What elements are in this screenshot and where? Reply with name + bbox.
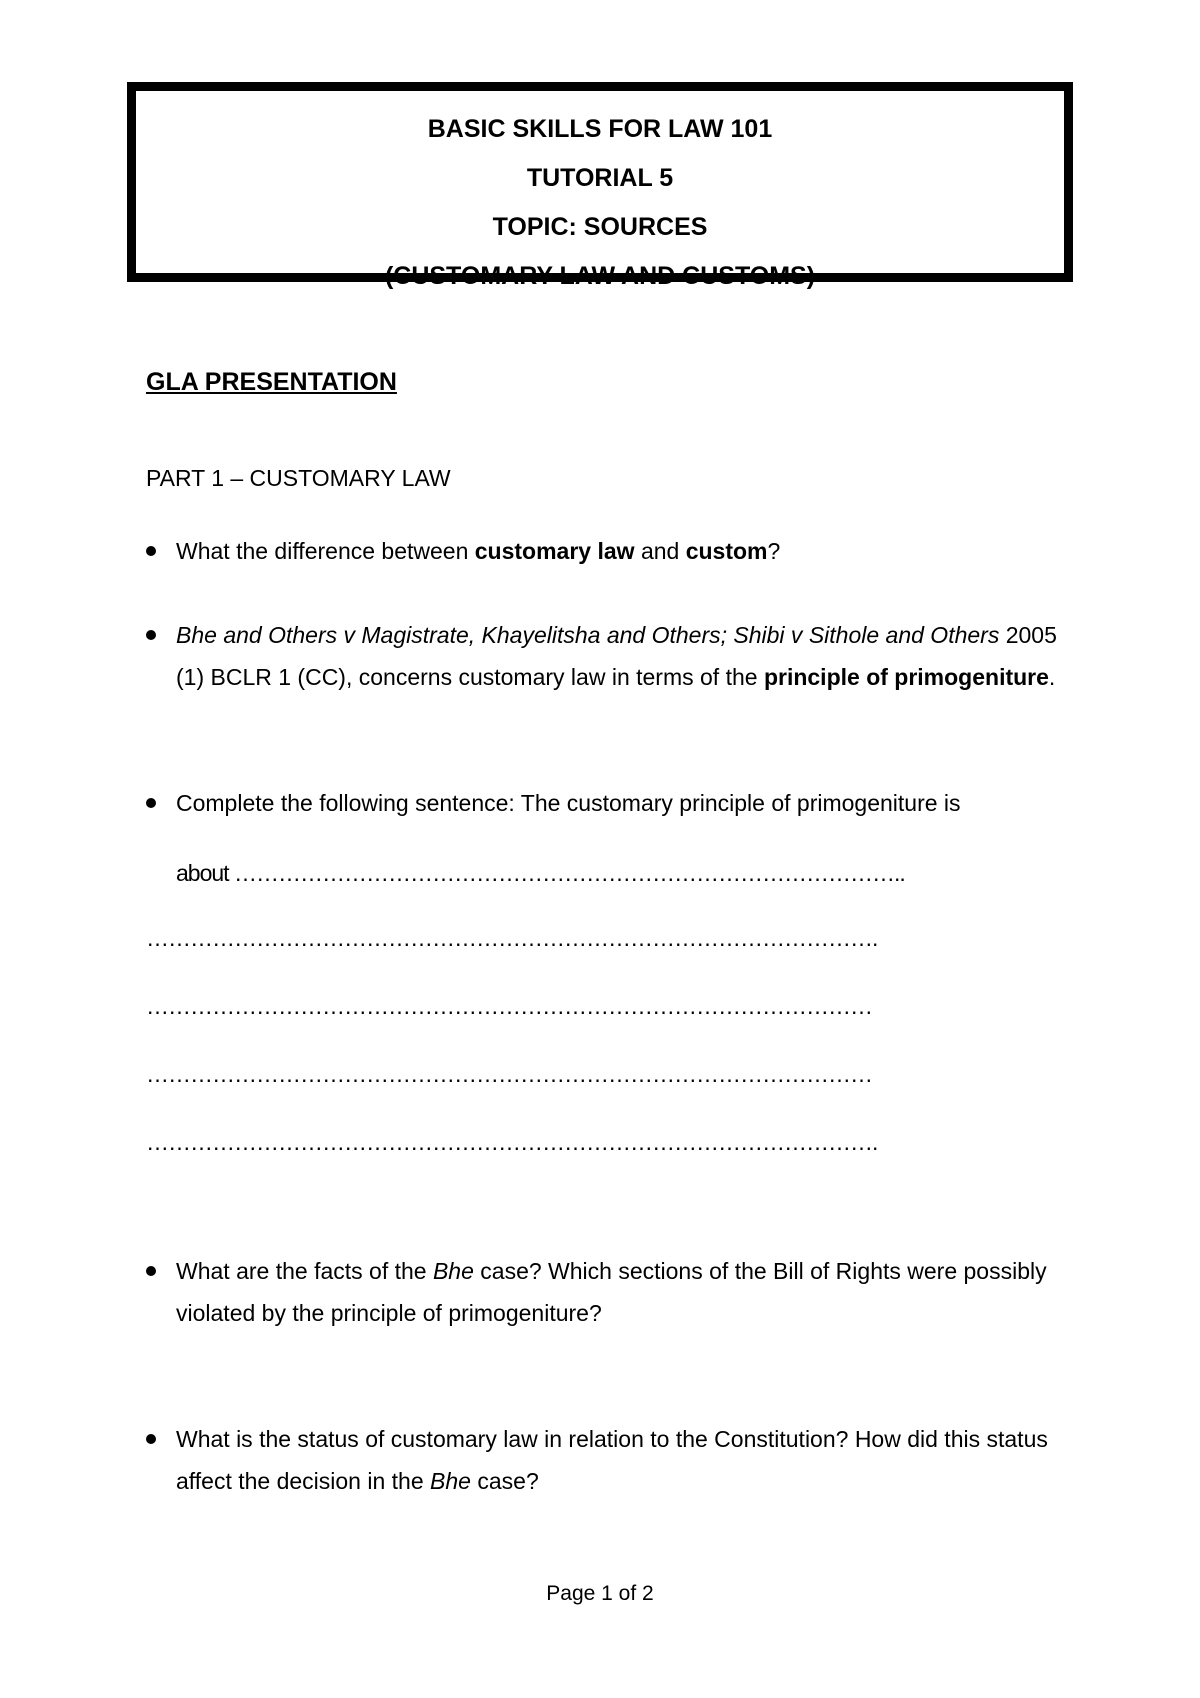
answer-line: ………………………………………………………………………………………. [146,925,878,951]
question-5 [176,1418,1076,1502]
section-heading: GLA PRESENTATION [146,368,397,396]
bullet-icon [146,1434,156,1444]
question-1-text-c: ? [767,538,781,564]
case-citation: Bhe and Others v Magistrate, Khayelitsha and Others; Shibi v Sithole and Others [176,622,1000,648]
question-3 [176,782,1076,824]
bullet-icon [146,546,156,556]
question-2 [176,614,1076,698]
question-1-bold-b: custom [685,538,768,564]
question-2-text-a: 2005 (1) BCLR 1 (CC), concerns customary law in terms of the [176,622,1057,690]
question-5-text-a: What is the status of customary law in relation to the Constitution? How did this status affect the decision in the [176,1426,1048,1494]
topic-subtitle: (CUSTOMARY LAW AND CUSTOMS) [384,262,816,290]
question-1-text-b: and [634,538,686,564]
course-title: BASIC SKILLS FOR LAW 101 [427,115,773,143]
page-number: Page 1 of 2 [546,1582,654,1605]
question-4-text-a: What are the facts of the [176,1258,433,1284]
answer-line: ……………………………………………………………………………………… [146,993,872,1019]
part-heading: PART 1 – CUSTOMARY LAW [146,465,451,491]
question-4-text-b: case? Which sections of the Bill of Rights were possibly violated by the principle of primogeniture? [176,1258,1047,1326]
bullet-icon [146,798,156,808]
question-1-bold-a: customary law [474,538,635,564]
tutorial-number: TUTORIAL 5 [526,164,674,192]
answer-line: ………………………………………………………………………………………. [146,1129,878,1155]
bullet-icon [146,1266,156,1276]
question-2-text-b: . [1048,664,1056,690]
question-1 [176,530,1076,572]
question-3-text: Complete the following sentence: The customary principle of primogeniture is [176,790,961,816]
question-1-text-a: What the difference between [176,538,475,564]
bullet-icon [146,630,156,640]
topic-title: TOPIC: SOURCES [492,213,708,241]
question-4-italic: Bhe [432,1258,474,1284]
question-5-text-b: case? [470,1468,539,1494]
title-box [127,82,1073,290]
question-4 [176,1250,1076,1334]
question-2-bold: principle of primogeniture [763,664,1049,690]
answer-line-about: about ……………………………………………………………………………….. [176,860,905,886]
answer-line: ……………………………………………………………………………………… [146,1061,872,1087]
question-5-italic: Bhe [430,1468,471,1494]
